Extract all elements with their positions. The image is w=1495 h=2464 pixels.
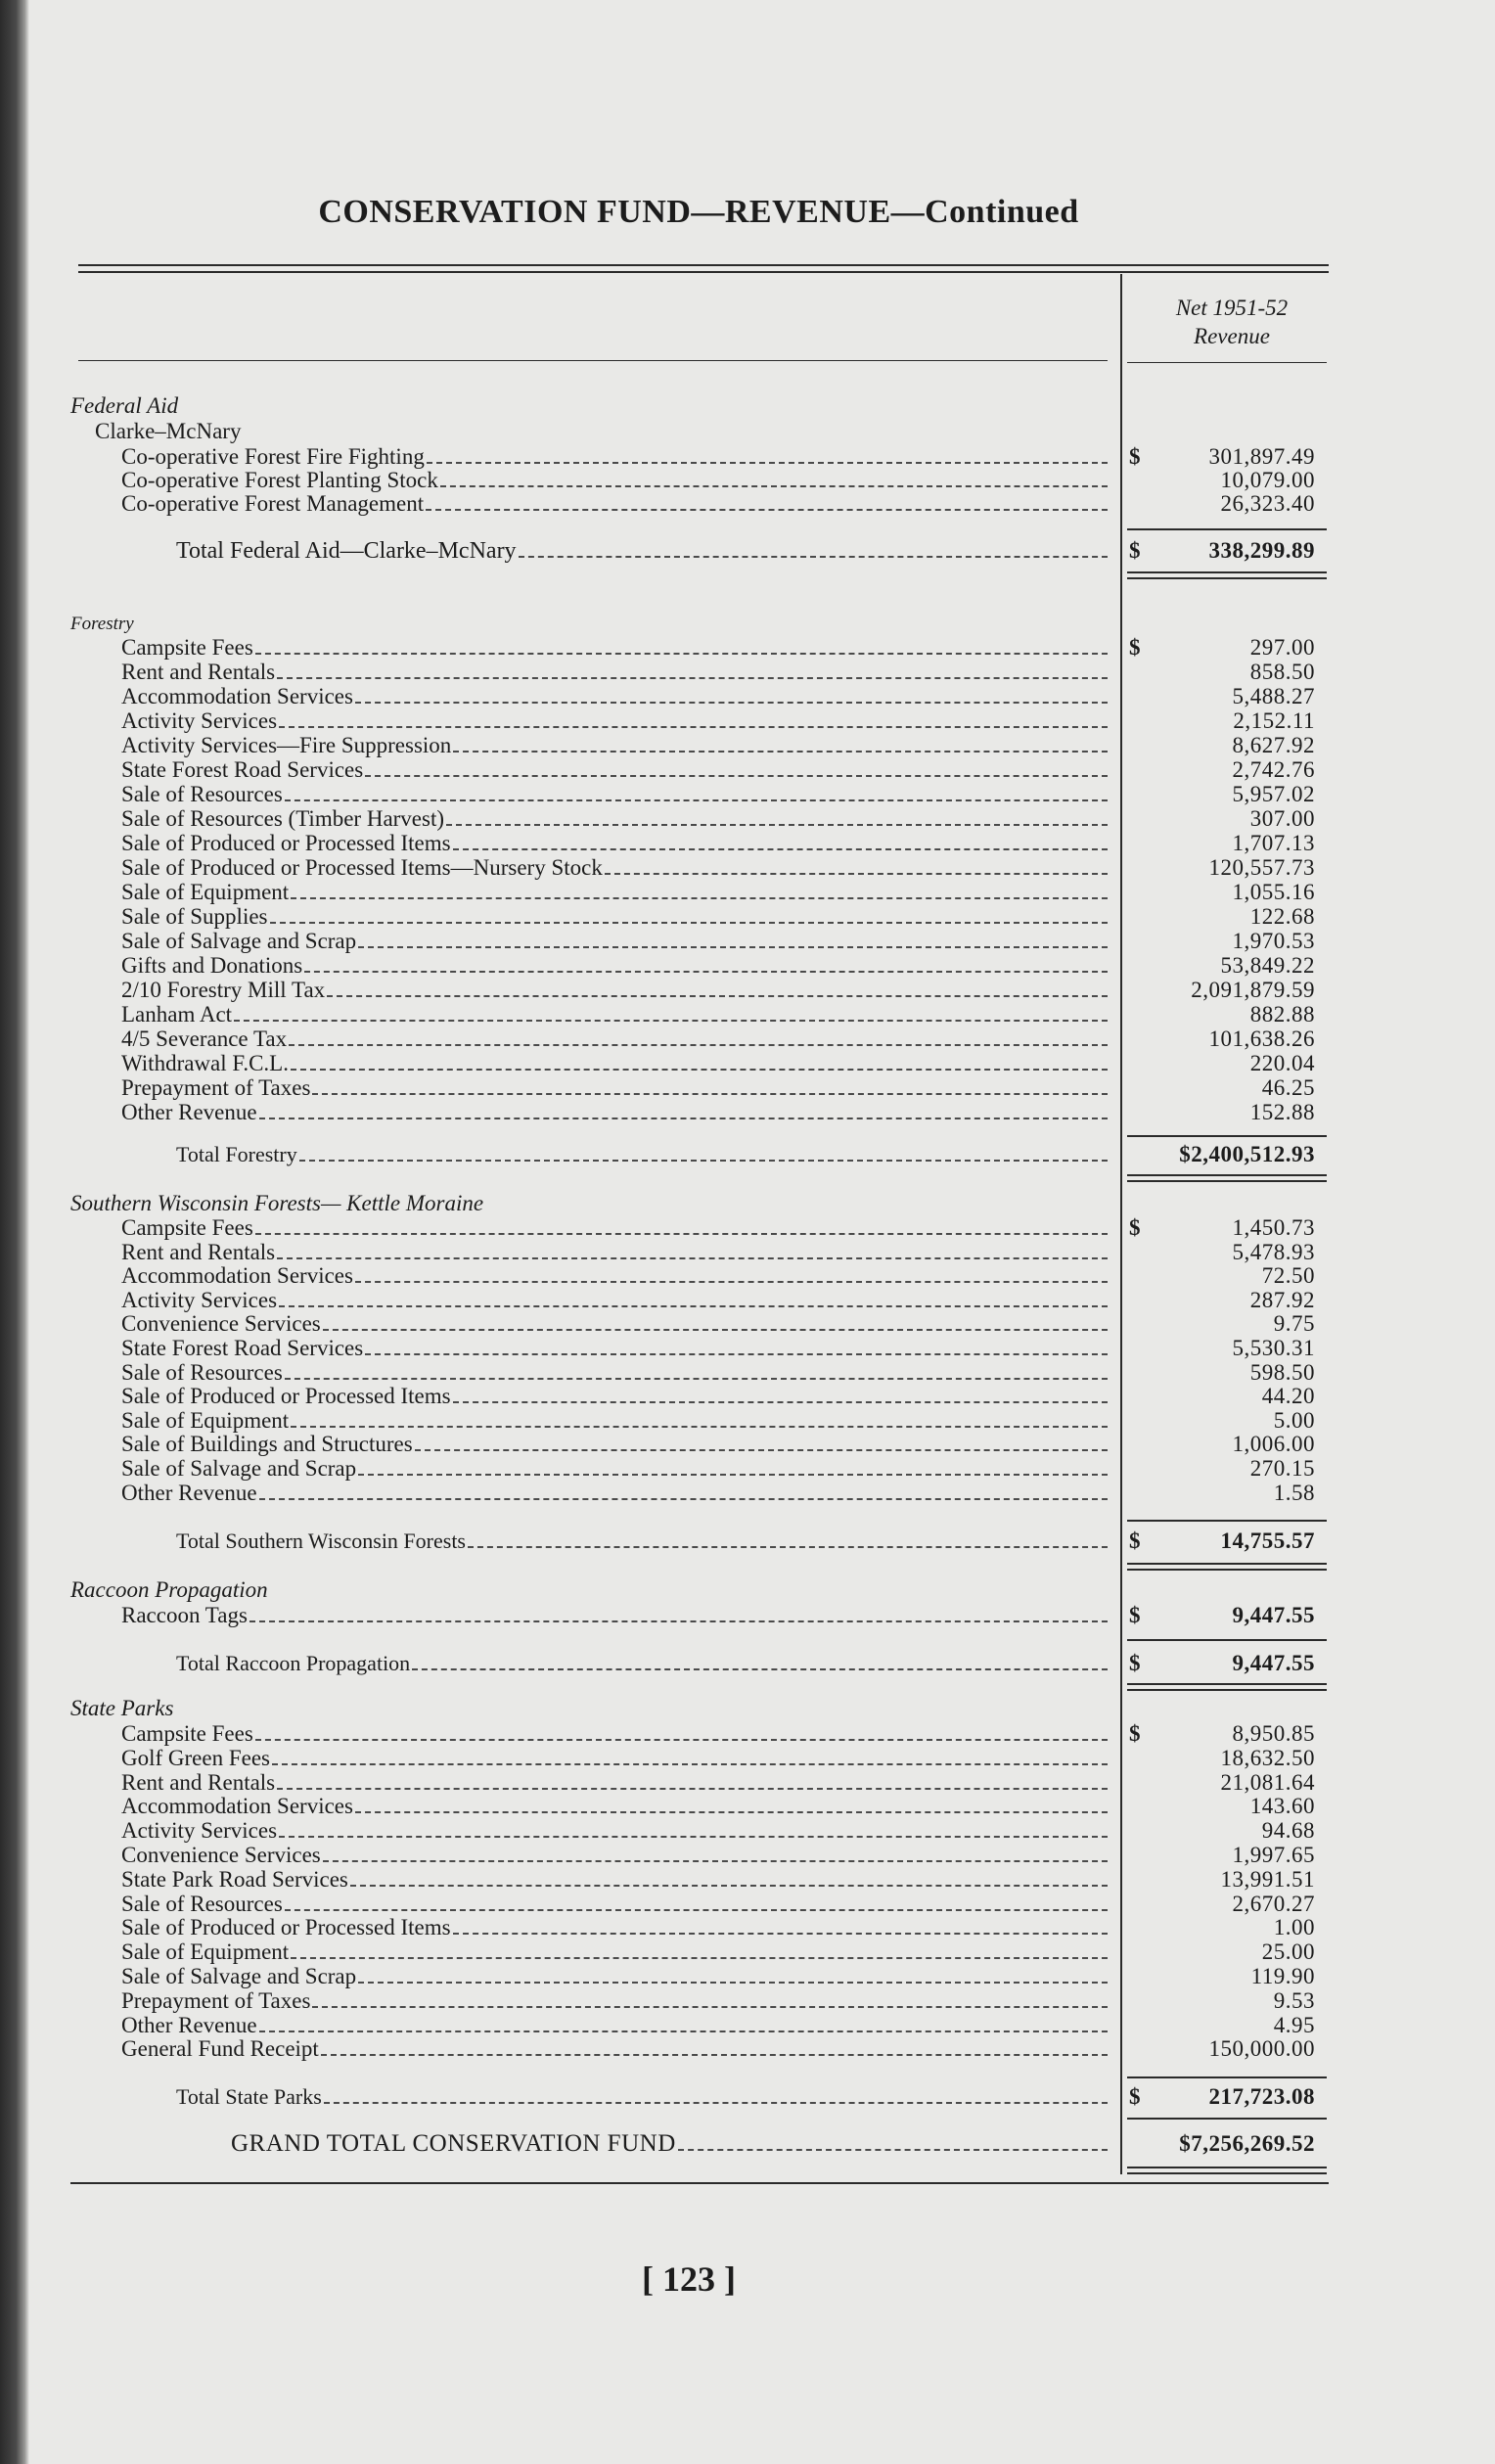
leader-dots [519, 556, 1108, 558]
line-item [0, 1075, 1495, 1101]
leader-dots [277, 677, 1108, 679]
total-forestry-amount: $2,400,512.93 [1179, 1142, 1315, 1166]
line-item-amount: 220.04 [1249, 1051, 1315, 1075]
line-item-label: Accommodation Services [121, 1794, 353, 1819]
line-item-label: Activity Services [121, 1818, 278, 1844]
line-item-amount: 2,670.27 [1232, 1891, 1315, 1916]
line-item [0, 1603, 1495, 1628]
column-header-rule-left [78, 360, 1108, 361]
leader-dots [453, 751, 1108, 753]
line-item-label: Sale of Resources (Timber Harvest) [121, 806, 445, 831]
line-item-label: Other Revenue [121, 1100, 257, 1124]
leader-dots [440, 485, 1108, 487]
leader-dots [358, 946, 1108, 948]
line-item-amount: 1.58 [1273, 1480, 1315, 1505]
line-item-amount: 2,091,879.59 [1191, 978, 1315, 1002]
line-item-amount: 301,897.49 [1208, 444, 1315, 469]
total-double-rule-1 [1127, 1563, 1327, 1565]
dollar-sign: $ [1129, 1721, 1141, 1746]
total-southern-wisconsin-amount: 14,755.57 [1220, 1529, 1315, 1553]
line-item [0, 1964, 1495, 1989]
line-item-label: State Park Road Services [121, 1866, 348, 1892]
total-raccoon-label: Total Raccoon Propagation [176, 1651, 411, 1675]
line-item-label: Co-operative Forest Fire Fighting [121, 444, 425, 469]
line-item-label: Sale of Resources [121, 1359, 283, 1385]
line-item-label: Sale of Equipment [121, 1407, 290, 1433]
line-item [0, 1939, 1495, 1965]
line-item-label: Prepayment of Taxes [121, 1075, 311, 1100]
total-double-rule-1 [1127, 571, 1327, 573]
line-item-label: Campsite Fees [121, 1215, 253, 1240]
line-item-amount: 858.50 [1249, 660, 1315, 684]
line-item-label: Convenience Services [121, 1843, 321, 1867]
line-item-amount: 882.88 [1249, 1002, 1315, 1027]
column-header-rule-right [1127, 362, 1327, 363]
line-item-amount: 5,957.02 [1232, 782, 1315, 806]
leader-dots [291, 1069, 1108, 1071]
leader-dots [321, 2054, 1108, 2056]
column-header-line1: Net 1951-52 [1175, 296, 1289, 320]
line-item-label: General Fund Receipt [121, 2036, 319, 2062]
line-item-amount: 307.00 [1249, 806, 1315, 831]
line-item-amount: 1,450.73 [1232, 1215, 1315, 1240]
total-double-rule-2 [1127, 1180, 1327, 1182]
line-item-amount: 53,849.22 [1220, 953, 1315, 978]
leader-dots [259, 1498, 1108, 1500]
line-item [0, 831, 1495, 856]
subtotal-rule [1127, 1135, 1327, 1137]
line-item-label: Sale of Produced or Processed Items [121, 831, 451, 855]
total-double-rule-1 [1127, 2167, 1327, 2168]
line-item [0, 1988, 1495, 2014]
leader-dots [358, 1982, 1108, 1984]
line-item [0, 468, 1495, 493]
subsection-heading-clarke-mcnary-text: Clarke–McNary [95, 419, 242, 443]
subtotal-rule [1127, 2118, 1327, 2120]
line-item-label: Raccoon Tags [121, 1603, 248, 1627]
leader-dots [605, 873, 1108, 875]
line-item-label: Sale of Resources [121, 782, 283, 806]
line-item-label: Co-operative Forest Planting Stock [121, 468, 438, 492]
line-item-label: Sale of Buildings and Structures [121, 1432, 413, 1457]
section-heading-forestry-text: Forestry [70, 614, 134, 634]
line-item-label: Sale of Salvage and Scrap [121, 929, 357, 953]
leader-dots [412, 1668, 1108, 1670]
line-item [0, 635, 1495, 661]
line-item-label: Activity Services—Fire Suppression [121, 733, 452, 757]
total-federal-aid-amount: 338,299.89 [1208, 538, 1315, 563]
line-item-amount: 1,006.00 [1232, 1432, 1315, 1457]
leader-dots [446, 824, 1108, 826]
line-item [0, 880, 1495, 905]
total-federal-aid-label: Total Federal Aid—Clarke–McNary [176, 538, 517, 564]
dollar-sign: $ [1129, 444, 1141, 469]
leader-dots [453, 848, 1108, 850]
line-item [0, 2036, 1495, 2062]
leader-dots [291, 1426, 1108, 1428]
line-item-label: 4/5 Severance Tax [121, 1027, 288, 1051]
line-item [0, 782, 1495, 807]
grand-total-label: GRAND TOTAL CONSERVATION FUND [231, 2130, 676, 2157]
leader-dots [255, 1739, 1108, 1741]
total-double-rule-2 [1127, 577, 1327, 579]
line-item-amount: 152.88 [1249, 1100, 1315, 1124]
line-item-amount: 5.00 [1273, 1407, 1315, 1433]
line-item-amount: 5,488.27 [1232, 684, 1315, 708]
leader-dots [289, 1044, 1108, 1046]
leader-dots [453, 1401, 1108, 1403]
line-item-amount: 25.00 [1261, 1939, 1315, 1965]
line-item-amount: 120,557.73 [1208, 855, 1315, 880]
line-item [0, 1240, 1495, 1265]
line-item-amount: 119.90 [1250, 1964, 1315, 1988]
line-item-amount: 5,478.93 [1232, 1239, 1315, 1264]
leader-dots [279, 726, 1108, 728]
line-item-label: Campsite Fees [121, 635, 253, 660]
line-item [0, 1288, 1495, 1313]
leader-dots [277, 1257, 1108, 1259]
line-item-label: Sale of Equipment [121, 1939, 290, 1965]
line-item [0, 1770, 1495, 1796]
leader-dots [427, 462, 1108, 464]
line-item [0, 733, 1495, 758]
line-item-amount: 1,055.16 [1232, 880, 1315, 904]
line-item-label: Rent and Rentals [121, 660, 276, 684]
leader-dots [453, 1933, 1108, 1935]
line-item-label: Sale of Equipment [121, 880, 290, 904]
leader-dots [285, 1909, 1108, 1911]
line-item-label: 2/10 Forestry Mill Tax [121, 978, 326, 1002]
dollar-sign: $ [1129, 538, 1141, 563]
line-item-label: Golf Green Fees [121, 1745, 271, 1770]
line-item [0, 1794, 1495, 1819]
line-item [0, 1481, 1495, 1506]
line-item-label: Sale of Produced or Processed Items—Nursery Stock [121, 855, 603, 880]
line-item-amount: 287.92 [1249, 1287, 1315, 1312]
leader-dots [327, 995, 1108, 997]
line-item [0, 978, 1495, 1003]
grand-total-amount: $7,256,269.52 [1179, 2131, 1315, 2156]
line-item-label: Withdrawal F.C.L. [121, 1051, 289, 1075]
leader-dots [678, 2149, 1108, 2151]
leader-dots [259, 1118, 1108, 1119]
dollar-sign: $ [1129, 1215, 1141, 1240]
line-item [0, 1360, 1495, 1386]
section-heading-state-parks [0, 1696, 1495, 1721]
line-item-amount: 8,627.92 [1232, 733, 1315, 757]
line-item-amount: 5,530.31 [1232, 1336, 1315, 1360]
line-item-amount: 270.15 [1249, 1456, 1315, 1481]
leader-dots [279, 1305, 1108, 1307]
leader-dots [365, 775, 1108, 777]
line-item [0, 806, 1495, 832]
section-heading-forestry [0, 612, 1495, 637]
line-item [0, 904, 1495, 930]
leader-dots [304, 971, 1108, 973]
total-southern-wisconsin-label: Total Southern Wisconsin Forests [176, 1529, 466, 1553]
line-item-amount: 122.68 [1249, 904, 1315, 929]
leader-dots [365, 1353, 1108, 1355]
leader-dots [299, 1160, 1108, 1162]
line-item [0, 1215, 1495, 1241]
line-item-label: Sale of Produced or Processed Items [121, 1384, 451, 1409]
line-item [0, 855, 1495, 881]
dollar-sign: $ [1129, 1529, 1141, 1553]
line-item [0, 1311, 1495, 1337]
total-federal-aid [0, 538, 1495, 564]
line-item [0, 1432, 1495, 1457]
line-item-amount: 10,079.00 [1220, 468, 1315, 492]
leader-dots [426, 509, 1108, 511]
line-item [0, 929, 1495, 954]
leader-dots [259, 2031, 1108, 2032]
subtotal-rule [1127, 1639, 1327, 1641]
line-item-label: Sale of Resources [121, 1891, 283, 1916]
section-heading-southern-wisconsin-text: Southern Wisconsin Forests— Kettle Moraine [70, 1191, 484, 1215]
line-item-label: Sale of Supplies [121, 904, 268, 929]
leader-dots [358, 1474, 1108, 1476]
line-item [0, 1002, 1495, 1027]
line-item [0, 491, 1495, 517]
page-number: [ 123 ] [642, 2259, 736, 2299]
leader-dots [312, 2006, 1108, 2008]
leader-dots [291, 897, 1108, 899]
line-item-amount: 26,323.40 [1220, 491, 1315, 516]
line-item-amount: 2,742.76 [1232, 757, 1315, 782]
dollar-sign: $ [1129, 1603, 1141, 1627]
line-item-amount: 46.25 [1261, 1075, 1315, 1100]
leader-dots [355, 702, 1108, 704]
line-item-amount: 8,950.85 [1232, 1721, 1315, 1746]
line-item [0, 1867, 1495, 1893]
line-item [0, 708, 1495, 734]
line-item [0, 1721, 1495, 1747]
line-item [0, 444, 1495, 470]
total-forestry [0, 1142, 1495, 1167]
line-item [0, 660, 1495, 685]
line-item-label: Accommodation Services [121, 684, 353, 708]
dollar-sign: $ [1129, 635, 1141, 660]
line-item-amount: 9.75 [1273, 1311, 1315, 1337]
line-item [0, 1843, 1495, 1868]
total-state-parks [0, 2084, 1495, 2110]
line-item-amount: 1,707.13 [1232, 831, 1315, 855]
line-item-amount: 9,447.55 [1232, 1603, 1315, 1627]
line-item [0, 1892, 1495, 1917]
leader-dots [277, 1788, 1108, 1790]
line-item-label: Campsite Fees [121, 1721, 253, 1746]
leader-dots [285, 799, 1108, 801]
line-item-label: Prepayment of Taxes [121, 1987, 311, 2013]
leader-dots [355, 1811, 1108, 1813]
leader-dots [355, 1281, 1108, 1283]
line-item-amount: 1,997.65 [1232, 1843, 1315, 1867]
subtotal-rule [1127, 2076, 1327, 2078]
line-item-amount: 4.95 [1273, 2012, 1315, 2037]
line-item-label: State Forest Road Services [121, 1336, 364, 1360]
grand-total [0, 2131, 1495, 2157]
leader-dots [255, 653, 1108, 655]
section-heading-federal-aid-text: Federal Aid [70, 393, 179, 418]
leader-dots [270, 922, 1108, 924]
line-item [0, 1263, 1495, 1289]
line-item-amount: 150,000.00 [1208, 2036, 1315, 2062]
line-item-label: Co-operative Forest Management [121, 491, 425, 516]
line-item-amount: 101,638.26 [1208, 1027, 1315, 1051]
page-title: CONSERVATION FUND—REVENUE—Continued [318, 194, 1079, 230]
line-item [0, 684, 1495, 709]
section-heading-state-parks-text: State Parks [70, 1696, 174, 1720]
leader-dots [312, 1093, 1108, 1095]
subtotal-rule [1127, 528, 1327, 530]
total-double-rule-2 [1127, 1689, 1327, 1691]
leader-dots [350, 1885, 1108, 1887]
line-item-amount: 94.68 [1261, 1818, 1315, 1844]
leader-dots [279, 1836, 1108, 1838]
line-item [0, 1100, 1495, 1125]
line-item-amount: 44.20 [1261, 1384, 1315, 1409]
section-heading-southern-wisconsin [0, 1191, 1495, 1216]
leader-dots [249, 1620, 1108, 1622]
bottom-rule [70, 2182, 1329, 2184]
column-header [1125, 294, 1338, 350]
line-item [0, 1456, 1495, 1482]
line-item [0, 953, 1495, 979]
total-double-rule-1 [1127, 1683, 1327, 1685]
line-item [0, 1027, 1495, 1052]
total-double-rule-1 [1127, 1174, 1327, 1176]
line-item-amount: 18,632.50 [1220, 1745, 1315, 1770]
section-heading-raccoon-text: Raccoon Propagation [70, 1577, 268, 1602]
total-state-parks-amount: 217,723.08 [1208, 2084, 1315, 2109]
line-item-amount: 1,970.53 [1232, 929, 1315, 953]
line-item-amount: 13,991.51 [1220, 1866, 1315, 1892]
total-forestry-label: Total Forestry [176, 1142, 297, 1166]
line-item-amount: 143.60 [1249, 1794, 1315, 1819]
total-southern-wisconsin [0, 1529, 1495, 1554]
leader-dots [255, 1233, 1108, 1235]
line-item [0, 1818, 1495, 1844]
subtotal-rule [1127, 1520, 1327, 1522]
total-raccoon [0, 1651, 1495, 1676]
section-heading-raccoon [0, 1577, 1495, 1603]
line-item-label: Gifts and Donations [121, 953, 303, 978]
line-item-amount: 72.50 [1261, 1263, 1315, 1289]
leader-dots [415, 1449, 1108, 1451]
line-item-label: Other Revenue [121, 1480, 257, 1505]
dollar-sign: $ [1129, 2084, 1141, 2109]
leader-dots [285, 1378, 1108, 1380]
line-item-label: Lanham Act [121, 1002, 233, 1027]
line-item [0, 1336, 1495, 1361]
line-item-label: Rent and Rentals [121, 1239, 276, 1264]
line-item-amount: 2,152.11 [1233, 708, 1315, 733]
header-rule-top [78, 264, 1329, 266]
line-item [0, 1051, 1495, 1076]
leader-dots [468, 1546, 1108, 1548]
dollar-sign: $ [1129, 1651, 1141, 1675]
line-item-label: Activity Services [121, 1287, 278, 1312]
leader-dots [323, 1329, 1108, 1331]
line-item-amount: 297.00 [1249, 635, 1315, 660]
line-item-label: State Forest Road Services [121, 757, 364, 782]
line-item [0, 2013, 1495, 2038]
header-rule-bottom [78, 271, 1329, 273]
leader-dots [323, 1860, 1108, 1862]
line-item-label: Sale of Salvage and Scrap [121, 1964, 357, 1988]
total-double-rule-2 [1127, 2172, 1327, 2174]
line-item-label: Activity Services [121, 708, 278, 733]
line-item-label: Other Revenue [121, 2012, 257, 2037]
line-item-amount: 1.00 [1273, 1915, 1315, 1940]
line-item [0, 1746, 1495, 1771]
line-item-label: Rent and Rentals [121, 1769, 276, 1795]
line-item-label: Convenience Services [121, 1311, 321, 1337]
column-header-line2: Revenue [1194, 324, 1270, 348]
line-item-amount: 21,081.64 [1220, 1769, 1315, 1795]
section-heading-federal-aid [0, 393, 1495, 419]
subsection-heading-clarke-mcnary [0, 419, 1495, 444]
total-raccoon-amount: 9,447.55 [1232, 1651, 1315, 1675]
line-item [0, 757, 1495, 783]
line-item-label: Sale of Salvage and Scrap [121, 1456, 357, 1481]
leader-dots [234, 1020, 1108, 1022]
total-double-rule-2 [1127, 1569, 1327, 1571]
total-state-parks-label: Total State Parks [176, 2084, 322, 2109]
line-item [0, 1408, 1495, 1434]
leader-dots [272, 1763, 1108, 1765]
leader-dots [324, 2102, 1108, 2104]
line-item-amount: 9.53 [1273, 1987, 1315, 2013]
line-item [0, 1915, 1495, 1940]
line-item-amount: 598.50 [1249, 1359, 1315, 1385]
line-item [0, 1384, 1495, 1409]
leader-dots [291, 1957, 1108, 1959]
line-item-label: Sale of Produced or Processed Items [121, 1915, 451, 1940]
line-item-label: Accommodation Services [121, 1263, 353, 1289]
